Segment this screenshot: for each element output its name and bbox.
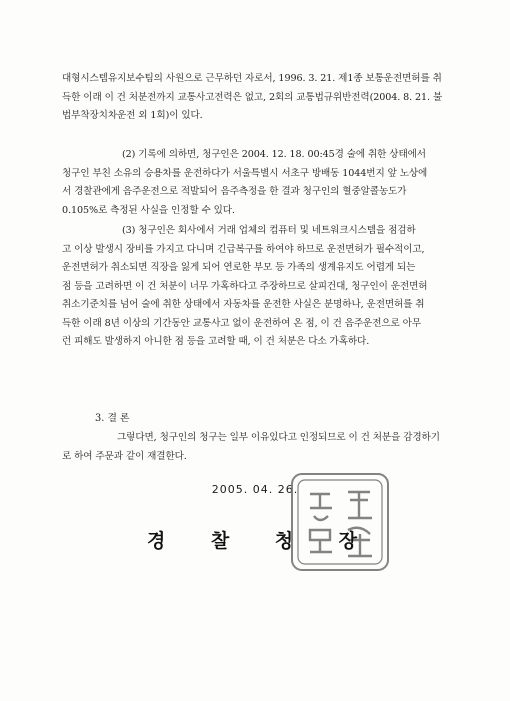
section-title-conclusion: 3. 결 론	[95, 413, 130, 424]
text-line: (2) 기록에 의하면, 청구인은 2004. 12. 18. 00:45경 술에 취한 상태에서	[122, 149, 426, 160]
paragraph-conclusion	[62, 429, 458, 466]
text-line: 로 하여 주문과 같이 재결한다.	[62, 450, 187, 462]
text-line: 점 등을 고려하면 이 건 처분이 너무 가혹하다고 주장하므로 살피건대, 청구인이 운전면허	[62, 280, 428, 292]
text-line: 법부착장치차운전 외 1회)이 있다.	[62, 110, 203, 121]
decision-date: 2005. 04. 26.	[211, 483, 299, 496]
paragraph-applicant-background	[62, 70, 458, 126]
text-line: 0.105%로 측정된 사실을 인정할 수 있다.	[62, 204, 235, 216]
text-line: 취소기준치를 넘어 술에 취한 상태에서 자동차를 운전한 사실은 분명하나, 운전면허를 취	[62, 299, 425, 310]
signer-char: 청	[274, 529, 294, 552]
signer-char: 경	[147, 529, 166, 552]
text-line: 득한 이래 8년 이상의 기간동안 교통사고 없이 운전하여 온 점, 이 건 음주운전으로 아무	[62, 317, 421, 329]
text-line: 서 경찰관에게 음주운전으로 적발되어 음주측정을 한 결과 청구인의 혈중알콜농도가	[62, 186, 407, 197]
paragraph-record-findings	[62, 146, 458, 220]
signer-char: 장	[338, 529, 357, 552]
text-line: 대형시스템유지보수팀의 사원으로 근무하던 자로서, 1996. 3. 21. 제1종 보통운전면허를 취	[62, 73, 442, 84]
text-line: 운전면허가 취소되면 직장을 잃게 되어 연로한 부모 등 가족의 생계유지도 어렵게 되는	[62, 262, 416, 273]
paragraph-applicant-claims	[62, 222, 458, 352]
text-line: 득한 이래 이 건 처분전까지 교통사고전력은 없고, 2회의 교통법규위반전력(2004. 8. 21. 불	[62, 91, 443, 103]
text-line: 고 이상 발생시 장비를 가지고 다니며 긴급복구를 하여야 하므로 운전면허가 필수적이고,	[62, 243, 425, 255]
signer-title	[147, 521, 357, 557]
text-line: 청구인 부친 소유의 승용차를 운전하다가 서울특별시 서초구 방배동 1044번지 앞 노상에	[62, 167, 428, 179]
text-line: (3) 청구인은 회사에서 거래 업체의 컴퓨터 및 네트워크시스템을 점검하	[122, 225, 416, 236]
text-line: 런 피해도 발생하지 아니한 점 등을 고려할 때, 이 건 처분은 다소 가혹하다.	[62, 336, 370, 347]
signer-char: 찰	[210, 529, 230, 552]
text-line: 그렇다면, 청구인의 청구는 일부 이유있다고 인정되므로 이 건 처분을 감경하기	[117, 432, 440, 443]
